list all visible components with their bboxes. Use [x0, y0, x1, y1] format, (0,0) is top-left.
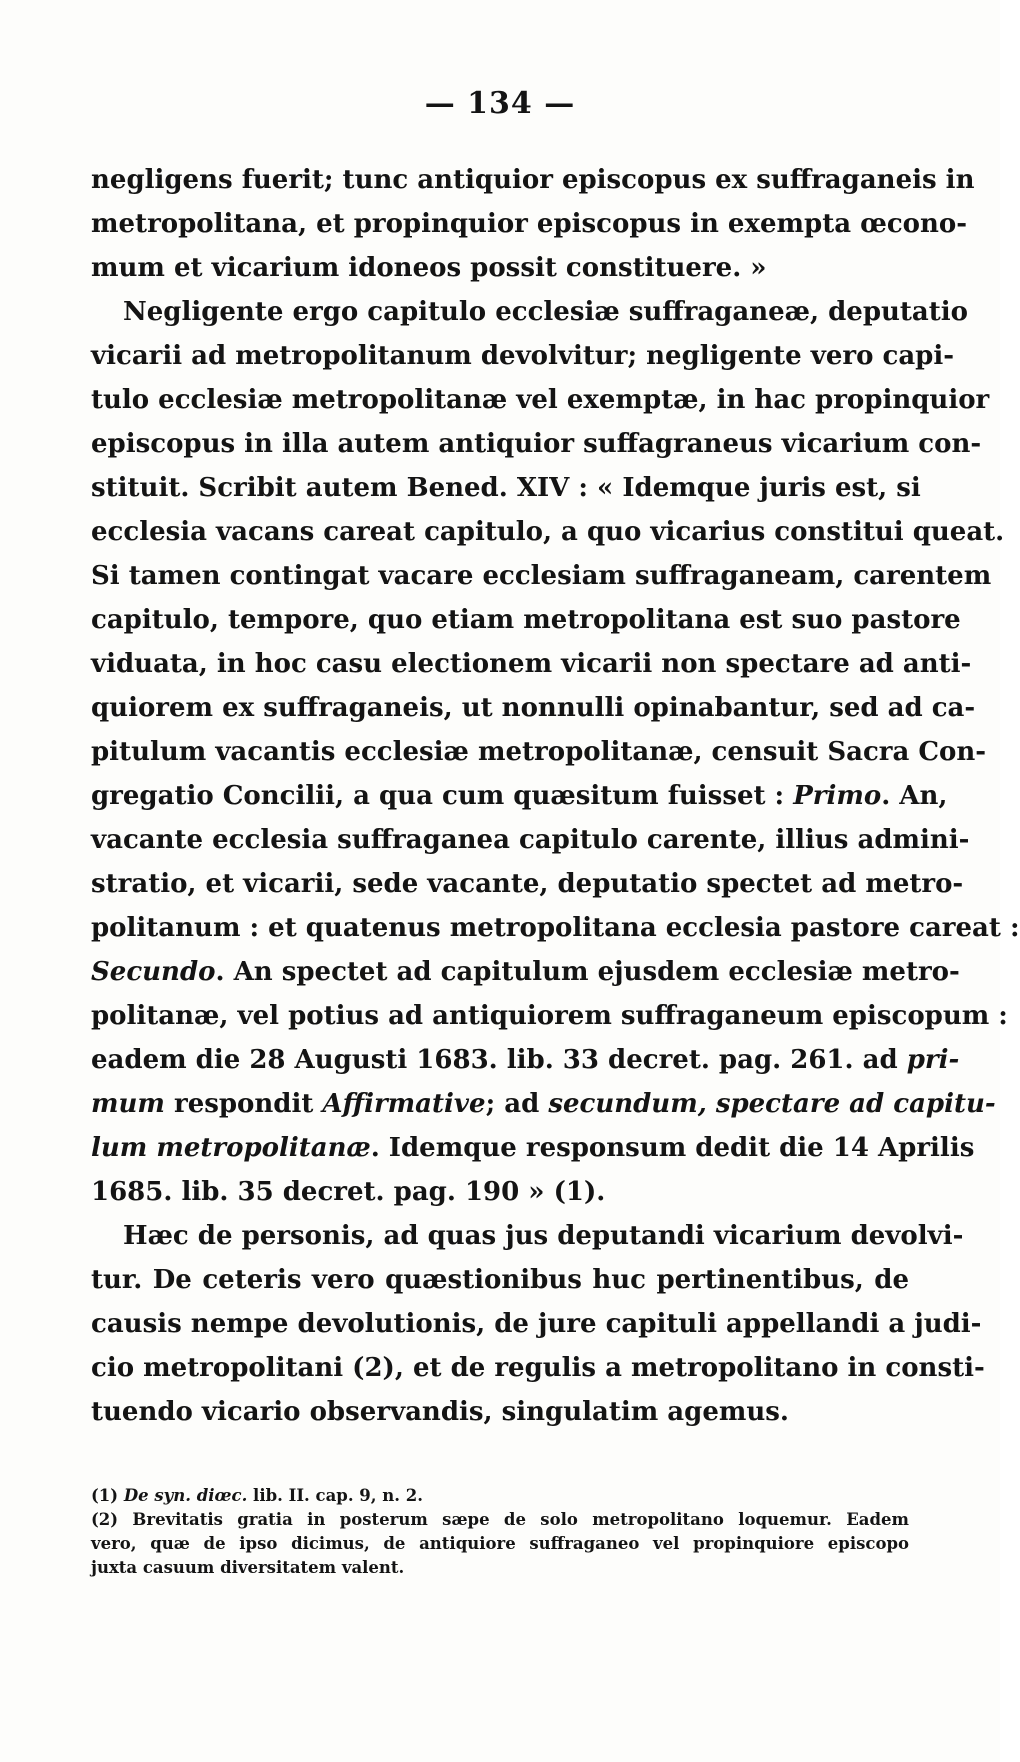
footnote-line: [91, 1556, 909, 1580]
text-segment: (2) Brevitatis gratia in posterum sæpe de solo metropolitano loquemur. Eadem: [91, 1510, 909, 1529]
text-segment: Hæc de personis, ad quas jus deputandi vicarium devolvi-: [123, 1221, 964, 1251]
text-line: [91, 1038, 960, 1082]
text-segment: tuendo vicario observandis, singulatim agemus.: [91, 1397, 789, 1427]
text-line: [91, 246, 909, 290]
text-segment: . Idemque responsum dedit die 14 Aprilis: [370, 1133, 975, 1163]
text-line: [91, 1258, 909, 1302]
text-segment: politanæ, vel potius ad antiquiorem suffraganeum episcopum :: [91, 1001, 1008, 1031]
text-segment: (1): [91, 1486, 124, 1505]
italic-text: Secundo: [91, 957, 216, 987]
text-line: [91, 730, 987, 774]
text-line: [91, 774, 948, 818]
text-segment: vero, quæ de ipso dicimus, de antiquiore suffraganeo vel propinquiore episcopo: [91, 1534, 909, 1553]
text-segment: vicarii ad metropolitanum devolvitur; negligente vero capi-: [91, 341, 955, 371]
text-segment: quiorem ex suffraganeis, ut nonnulli opinabantur, sed ad ca-: [91, 693, 976, 723]
text-line: [91, 906, 1020, 950]
text-line: [91, 466, 921, 510]
italic-text: lum metropolitanæ: [91, 1133, 371, 1163]
text-segment: tur. De ceteris vero quæstionibus huc pertinentibus, de: [91, 1265, 909, 1295]
text-segment: mum et vicarium idoneos possit constituere. »: [91, 253, 767, 283]
text-line: [91, 1082, 996, 1126]
text-line: [91, 1302, 982, 1346]
text-segment: lib. II. cap. 9, n. 2.: [247, 1486, 423, 1505]
text-segment: politanum : et quatenus metropolitana ecclesia pastore careat :: [91, 913, 1020, 943]
text-line: [91, 642, 972, 686]
text-segment: stratio, et vicarii, sede vacante, deputatio spectet ad metro-: [91, 869, 964, 899]
italic-text: De syn. diœc.: [123, 1486, 248, 1505]
footnotes: [91, 1484, 909, 1580]
text-line: [91, 422, 982, 466]
text-line: [91, 1346, 985, 1390]
text-line: [91, 818, 970, 862]
text-line: [91, 334, 955, 378]
text-segment: metropolitana, et propinquior episcopus in exempta œcono-: [91, 209, 968, 239]
text-segment: respondit: [164, 1089, 323, 1119]
text-segment: episcopus in illa autem antiquior suffagraneus vicarium con-: [91, 429, 982, 459]
text-line: [91, 862, 964, 906]
text-line: [91, 202, 968, 246]
text-segment: vacante ecclesia suffraganea capitulo carente, illius admini-: [91, 825, 970, 855]
text-line: [91, 290, 968, 334]
italic-text: pri-: [906, 1045, 960, 1075]
italic-text: Affirmative: [322, 1089, 486, 1119]
text-segment: 1685. lib. 35 decret. pag. 190 » (1).: [91, 1177, 606, 1207]
text-segment: tulo ecclesiæ metropolitanæ vel exemptæ, in hac propinquior: [91, 385, 990, 415]
footnote-line: [91, 1508, 909, 1532]
footnote-line: [91, 1484, 909, 1508]
text-line: [91, 1214, 964, 1258]
text-line: [91, 686, 976, 730]
page-number: — 134 —: [424, 86, 576, 121]
text-segment: viduata, in hoc casu electionem vicarii non spectare ad anti-: [91, 649, 972, 679]
text-segment: capitulo, tempore, quo etiam metropolitana est suo pastore: [91, 605, 961, 635]
text-segment: juxta casuum diversitatem valent.: [91, 1558, 405, 1577]
text-line: [91, 510, 1005, 554]
italic-text: Primo: [793, 781, 882, 811]
text-line: [91, 1126, 975, 1170]
text-segment: negligens fuerit; tunc antiquior episcopus ex suffraganeis in: [91, 165, 975, 195]
text-segment: . An,: [881, 781, 948, 811]
text-segment: gregatio Concilii, a qua cum quæsitum fuisset :: [91, 781, 794, 811]
text-segment: eadem die 28 Augusti 1683. lib. 33 decret. pag. 261. ad: [91, 1045, 907, 1075]
text-segment: stituit. Scribit autem Bened. XIV : « Idemque juris est, si: [91, 473, 921, 503]
text-line: [91, 1390, 909, 1434]
text-line: [91, 950, 960, 994]
text-segment: Negligente ergo capitulo ecclesiæ suffraganeæ, deputatio: [123, 297, 968, 327]
text-line: [91, 158, 975, 202]
italic-text: secundum, spectare ad capitu-: [548, 1089, 996, 1119]
text-segment: ; ad: [485, 1089, 549, 1119]
text-segment: Si tamen contingat vacare ecclesiam suffraganeam, carentem: [91, 561, 992, 591]
italic-text: mum: [91, 1089, 165, 1119]
text-line: [91, 554, 992, 598]
text-line: [91, 994, 1008, 1038]
footnote-line: [91, 1532, 909, 1556]
text-line: [91, 378, 990, 422]
text-line: [91, 598, 961, 642]
body-text: [91, 158, 1020, 1434]
text-segment: cio metropolitani (2), et de regulis a metropolitano in consti-: [91, 1353, 985, 1383]
text-segment: ecclesia vacans careat capitulo, a quo vicarius constitui queat.: [91, 517, 1005, 547]
text-segment: pitulum vacantis ecclesiæ metropolitanæ, censuit Sacra Con-: [91, 737, 987, 767]
text-segment: causis nempe devolutionis, de jure capituli appellandi a judi-: [91, 1309, 982, 1339]
text-line: [91, 1170, 909, 1214]
text-segment: . An spectet ad capitulum ejusdem ecclesiæ metro-: [215, 957, 960, 987]
